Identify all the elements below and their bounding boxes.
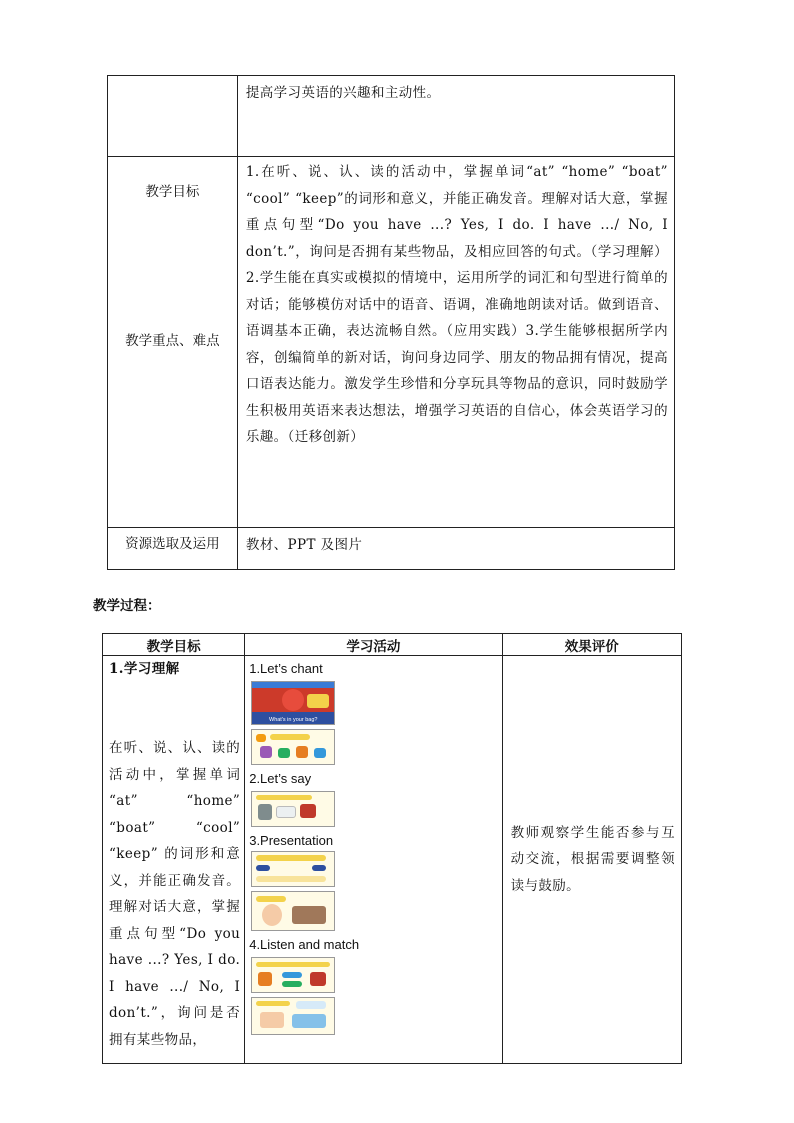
teaching-goals-label: 教学目标 <box>145 184 200 200</box>
table-row <box>108 528 675 570</box>
table-row <box>103 656 682 1064</box>
resources-content: 教材、PPT 及图片 <box>237 528 674 570</box>
table-row <box>108 76 675 157</box>
header-evaluation: 效果评价 <box>502 634 681 656</box>
chant-slide-image-2 <box>251 729 335 765</box>
say-slide-image <box>251 791 335 827</box>
evaluation-text: 教师观察学生能否参与互动交流，根据需要调整领读与鼓励。 <box>510 824 675 894</box>
activity-listen-match: 4.Listen and match <box>249 937 360 952</box>
empty-label-cell <box>108 76 238 157</box>
goal-cell <box>103 656 245 1064</box>
presentation-slide-image-2 <box>251 891 335 931</box>
activity-chant: 1.Let’s chant <box>249 661 323 676</box>
header-row <box>103 634 682 656</box>
goal-title: 1.学习理解 <box>109 661 180 677</box>
interest-content: 提高学习英语的兴趣和主动性。 <box>237 76 674 157</box>
goal-text: 在听、说、认、读的活动中，掌握单词 “at” “home” “boat” “cool” “keep” 的词形和意义，并能正确发音。理解对话大意，掌握重点句型“Do you have ...? Yes, I do. I have .../ No, I don’t.”，询问是否拥有某些物品， <box>109 740 241 1048</box>
process-table <box>102 633 682 1064</box>
listen-slide-image <box>251 957 335 993</box>
activity-presentation: 3.Presentation <box>249 833 334 848</box>
header-activity: 学习活动 <box>245 634 502 656</box>
presentation-slide-image <box>251 851 335 887</box>
activity-cell <box>245 656 502 1064</box>
goals-label-cell <box>108 157 238 528</box>
process-heading: 教学过程： <box>93 598 161 614</box>
goals-content: 1.在听、说、认、读的活动中，掌握单词“at” “home” “boat” “cool” “keep”的词形和意义，并能正确发音。理解对话大意，掌握重点句型“Do you have ...? Yes, I do. I have .../ No, I don’t.”，询问是否拥有某些物品，及相应回答的句式。（学习理解）2.学生能在真实或模拟的情境中，运用所学的词汇和句型进行简单的对话；能够模仿对话中的语音、语调，准确地朗读对话。做到语音、语调基本正确，表达流畅自然。（应用实践）3.学生能够根据所学内容，创编简单的新对话，询问身边同学、朋友的物品拥有情况，提高口语表达能力。激发学生珍惜和分享玩具等物品的意识，同时鼓励学生积极用英语来表达想法，增强学习英语的自信心，体会英语学习的乐趣。（迁移创新） <box>237 157 674 528</box>
chant-slide-image <box>251 681 335 725</box>
chant-slide-caption: What's in your bag? <box>269 717 318 723</box>
listen-slide-image-2 <box>251 997 335 1035</box>
table-row <box>108 157 675 528</box>
activity-say: 2.Let’s say <box>249 771 312 786</box>
header-goal: 教学目标 <box>103 634 245 656</box>
key-points-label: 教学重点、难点 <box>125 333 220 349</box>
objectives-table <box>107 75 675 570</box>
evaluation-cell <box>502 656 681 1064</box>
resources-label: 资源选取及运用 <box>108 528 238 570</box>
